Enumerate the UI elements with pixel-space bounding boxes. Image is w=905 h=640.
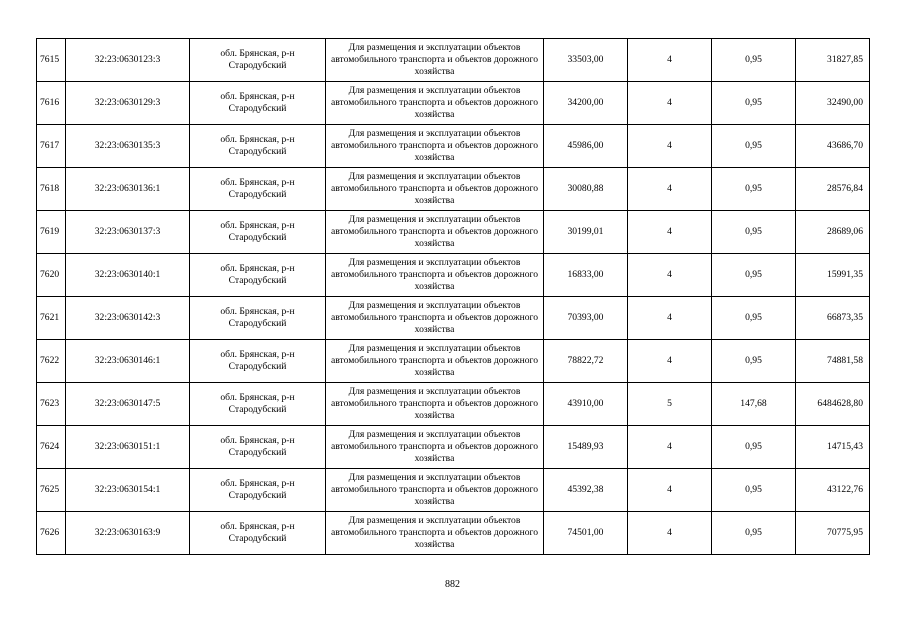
cell-cadastral-value: 31827,85 <box>796 39 870 82</box>
cell-group: 4 <box>628 254 712 297</box>
cell-area: 45986,00 <box>544 125 628 168</box>
cell-permitted-use: Для размещения и эксплуатации объектов автомобильного транспорта и объектов дорожного хозяйства <box>326 39 544 82</box>
cell-number: 7621 <box>37 297 66 340</box>
cell-specific-value: 0,95 <box>712 125 796 168</box>
cell-permitted-use: Для размещения и эксплуатации объектов автомобильного транспорта и объектов дорожного хозяйства <box>326 340 544 383</box>
table-row <box>37 125 870 168</box>
cell-specific-value: 0,95 <box>712 82 796 125</box>
table-row <box>37 469 870 512</box>
cell-area: 74501,00 <box>544 512 628 555</box>
cell-permitted-use: Для размещения и эксплуатации объектов автомобильного транспорта и объектов дорожного хозяйства <box>326 426 544 469</box>
cell-permitted-use: Для размещения и эксплуатации объектов автомобильного транспорта и объектов дорожного хозяйства <box>326 82 544 125</box>
cell-address: обл. Брянская, р-н Стародубский <box>190 340 326 383</box>
cell-group: 4 <box>628 125 712 168</box>
cell-group: 5 <box>628 383 712 426</box>
cell-address: обл. Брянская, р-н Стародубский <box>190 39 326 82</box>
cell-address: обл. Брянская, р-н Стародубский <box>190 254 326 297</box>
cell-cadastral-number: 32:23:0630140:1 <box>66 254 190 297</box>
cell-group: 4 <box>628 168 712 211</box>
cell-cadastral-number: 32:23:0630163:9 <box>66 512 190 555</box>
cell-address: обл. Брянская, р-н Стародубский <box>190 469 326 512</box>
page-number: 882 <box>445 579 460 590</box>
cell-specific-value: 147,68 <box>712 383 796 426</box>
cell-area: 15489,93 <box>544 426 628 469</box>
cell-permitted-use: Для размещения и эксплуатации объектов автомобильного транспорта и объектов дорожного хозяйства <box>326 469 544 512</box>
cell-number: 7617 <box>37 125 66 168</box>
cell-permitted-use: Для размещения и эксплуатации объектов автомобильного транспорта и объектов дорожного хозяйства <box>326 297 544 340</box>
cell-permitted-use: Для размещения и эксплуатации объектов автомобильного транспорта и объектов дорожного хозяйства <box>326 125 544 168</box>
cell-group: 4 <box>628 39 712 82</box>
cell-area: 78822,72 <box>544 340 628 383</box>
cell-permitted-use: Для размещения и эксплуатации объектов автомобильного транспорта и объектов дорожного хозяйства <box>326 211 544 254</box>
cell-address: обл. Брянская, р-н Стародубский <box>190 426 326 469</box>
cell-cadastral-number: 32:23:0630123:3 <box>66 39 190 82</box>
cell-cadastral-value: 28576,84 <box>796 168 870 211</box>
cell-group: 4 <box>628 512 712 555</box>
cell-specific-value: 0,95 <box>712 254 796 297</box>
cell-area: 30199,01 <box>544 211 628 254</box>
cell-specific-value: 0,95 <box>712 39 796 82</box>
cell-number: 7615 <box>37 39 66 82</box>
table-row <box>37 512 870 555</box>
cell-cadastral-value: 43122,76 <box>796 469 870 512</box>
table-row <box>37 82 870 125</box>
cell-specific-value: 0,95 <box>712 426 796 469</box>
cell-address: обл. Брянская, р-н Стародубский <box>190 125 326 168</box>
cell-cadastral-value: 66873,35 <box>796 297 870 340</box>
cell-cadastral-number: 32:23:0630142:3 <box>66 297 190 340</box>
cell-number: 7622 <box>37 340 66 383</box>
cell-number: 7625 <box>37 469 66 512</box>
cell-permitted-use: Для размещения и эксплуатации объектов автомобильного транспорта и объектов дорожного хозяйства <box>326 168 544 211</box>
cell-address: обл. Брянская, р-н Стародубский <box>190 82 326 125</box>
table-row <box>37 254 870 297</box>
cell-cadastral-value: 15991,35 <box>796 254 870 297</box>
cell-area: 43910,00 <box>544 383 628 426</box>
cell-cadastral-value: 70775,95 <box>796 512 870 555</box>
table-row <box>37 297 870 340</box>
cell-permitted-use: Для размещения и эксплуатации объектов автомобильного транспорта и объектов дорожного хозяйства <box>326 512 544 555</box>
cell-address: обл. Брянская, р-н Стародубский <box>190 211 326 254</box>
cell-group: 4 <box>628 469 712 512</box>
table-body <box>37 39 870 555</box>
cell-number: 7626 <box>37 512 66 555</box>
cell-area: 30080,88 <box>544 168 628 211</box>
cell-address: обл. Брянская, р-н Стародубский <box>190 383 326 426</box>
cell-cadastral-value: 28689,06 <box>796 211 870 254</box>
cell-permitted-use: Для размещения и эксплуатации объектов автомобильного транспорта и объектов дорожного хозяйства <box>326 254 544 297</box>
table-row <box>37 426 870 469</box>
cell-cadastral-number: 32:23:0630151:1 <box>66 426 190 469</box>
cell-cadastral-number: 32:23:0630129:3 <box>66 82 190 125</box>
table-row <box>37 39 870 82</box>
cell-number: 7616 <box>37 82 66 125</box>
cell-address: обл. Брянская, р-н Стародубский <box>190 168 326 211</box>
cell-cadastral-number: 32:23:0630147:5 <box>66 383 190 426</box>
cell-cadastral-value: 14715,43 <box>796 426 870 469</box>
cell-cadastral-value: 74881,58 <box>796 340 870 383</box>
cell-group: 4 <box>628 211 712 254</box>
cell-specific-value: 0,95 <box>712 512 796 555</box>
cell-specific-value: 0,95 <box>712 211 796 254</box>
cell-cadastral-value: 43686,70 <box>796 125 870 168</box>
cell-group: 4 <box>628 426 712 469</box>
cell-cadastral-value: 6484628,80 <box>796 383 870 426</box>
cell-specific-value: 0,95 <box>712 469 796 512</box>
cell-group: 4 <box>628 297 712 340</box>
cadastral-value-table <box>36 38 870 555</box>
cell-group: 4 <box>628 82 712 125</box>
cell-area: 33503,00 <box>544 39 628 82</box>
cell-area: 34200,00 <box>544 82 628 125</box>
table-row <box>37 340 870 383</box>
cell-number: 7620 <box>37 254 66 297</box>
cell-number: 7619 <box>37 211 66 254</box>
cell-number: 7623 <box>37 383 66 426</box>
cell-area: 70393,00 <box>544 297 628 340</box>
table-row <box>37 383 870 426</box>
cell-cadastral-value: 32490,00 <box>796 82 870 125</box>
cell-number: 7618 <box>37 168 66 211</box>
cell-address: обл. Брянская, р-н Стародубский <box>190 512 326 555</box>
cell-cadastral-number: 32:23:0630137:3 <box>66 211 190 254</box>
cell-specific-value: 0,95 <box>712 297 796 340</box>
cell-cadastral-number: 32:23:0630154:1 <box>66 469 190 512</box>
cell-area: 45392,38 <box>544 469 628 512</box>
cell-address: обл. Брянская, р-н Стародубский <box>190 297 326 340</box>
cell-cadastral-number: 32:23:0630135:3 <box>66 125 190 168</box>
cell-cadastral-number: 32:23:0630136:1 <box>66 168 190 211</box>
cell-permitted-use: Для размещения и эксплуатации объектов автомобильного транспорта и объектов дорожного хозяйства <box>326 383 544 426</box>
cell-group: 4 <box>628 340 712 383</box>
cell-specific-value: 0,95 <box>712 340 796 383</box>
table-row <box>37 211 870 254</box>
cell-specific-value: 0,95 <box>712 168 796 211</box>
cell-cadastral-number: 32:23:0630146:1 <box>66 340 190 383</box>
cell-area: 16833,00 <box>544 254 628 297</box>
cell-number: 7624 <box>37 426 66 469</box>
table-row <box>37 168 870 211</box>
